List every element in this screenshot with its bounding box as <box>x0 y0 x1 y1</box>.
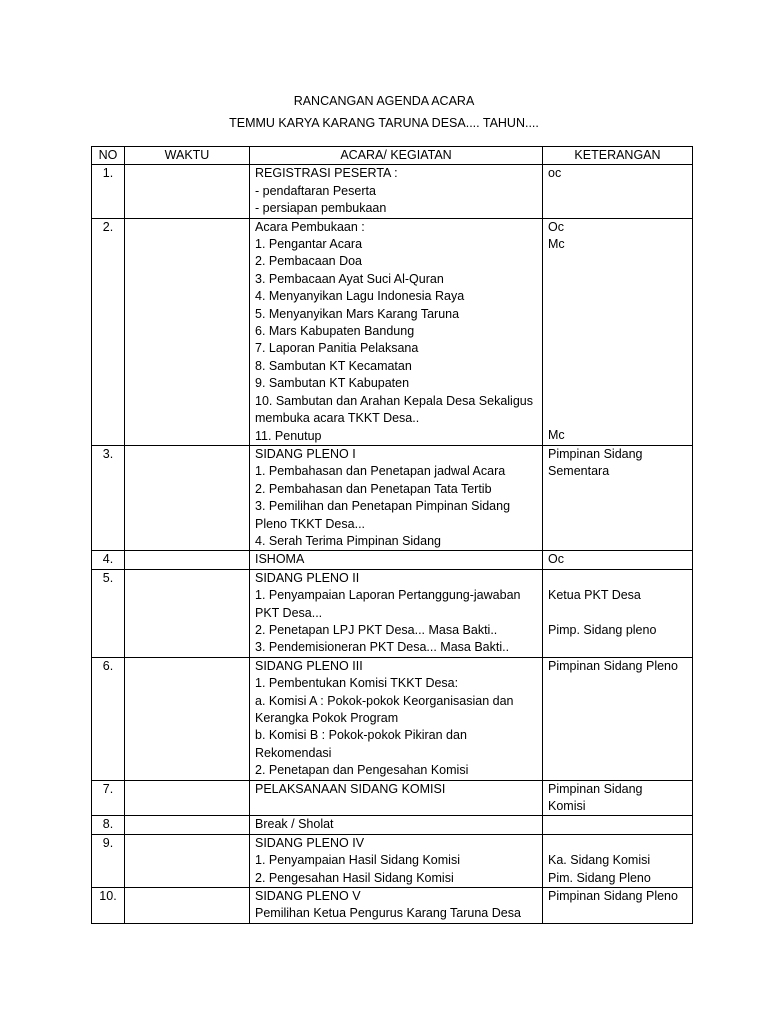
keterangan-line <box>548 835 687 852</box>
acara-line: 1. Penyampaian Hasil Sidang Komisi <box>255 853 460 868</box>
row-acara <box>250 780 543 816</box>
acara-line: 6. Mars Kabupaten Bandung <box>255 324 415 339</box>
acara-line: Break / Sholat <box>255 817 334 832</box>
acara-line: Rekomendasi <box>255 745 332 760</box>
keterangan-line <box>548 306 687 323</box>
acara-line: SIDANG PLENO IV <box>255 835 365 850</box>
keterangan-line <box>548 375 687 392</box>
row-number: 5. <box>92 569 125 657</box>
keterangan-line: Pimpinan Sidang Pleno <box>548 658 678 673</box>
row-keterangan <box>543 218 693 445</box>
acara-line: 3. Pendemisioneran PKT Desa... Masa Bakti.. <box>255 640 510 655</box>
acara-line: ISHOMA <box>255 552 305 567</box>
acara-line: PKT Desa... <box>255 605 323 620</box>
row-keterangan <box>543 165 693 218</box>
table-row <box>92 165 693 218</box>
row-number: 8. <box>92 816 125 834</box>
table-row <box>92 218 693 445</box>
acara-line: 1. Penyampaian Laporan Pertanggung-jawaban <box>255 588 521 603</box>
acara-line: 1. Pembahasan dan Penetapan jadwal Acara <box>255 464 506 479</box>
keterangan-line <box>548 253 687 270</box>
acara-line: 4. Menyanyikan Lagu Indonesia Raya <box>255 289 465 304</box>
acara-line: 7. Laporan Panitia Pelaksana <box>255 341 419 356</box>
acara-line: SIDANG PLENO I <box>255 446 356 461</box>
keterangan-line <box>548 393 687 410</box>
keterangan-line <box>548 358 687 375</box>
keterangan-line <box>548 340 687 357</box>
row-number: 2. <box>92 218 125 445</box>
acara-line: Pemilihan Ketua Pengurus Karang Taruna Desa <box>255 906 521 921</box>
keterangan-line: Pimpinan Sidang <box>548 446 643 461</box>
table-row <box>92 834 693 887</box>
row-keterangan <box>543 816 693 834</box>
acara-line: PELAKSANAAN SIDANG KOMISI <box>255 781 446 796</box>
row-number: 10. <box>92 888 125 924</box>
acara-line: 1. Pembentukan Komisi TKKT Desa: <box>255 676 459 691</box>
row-number: 6. <box>92 657 125 780</box>
keterangan-line <box>548 605 687 622</box>
row-acara <box>250 816 543 834</box>
row-waktu <box>125 551 250 569</box>
row-keterangan <box>543 445 693 550</box>
acara-line: Pleno TKKT Desa... <box>255 516 366 531</box>
row-acara <box>250 569 543 657</box>
row-acara <box>250 445 543 550</box>
acara-line: SIDANG PLENO III <box>255 658 363 673</box>
acara-line: 11. Penutup <box>255 428 322 443</box>
row-keterangan <box>543 834 693 887</box>
row-waktu <box>125 165 250 218</box>
keterangan-line: Komisi <box>548 799 586 814</box>
acara-line: 2. Penetapan dan Pengesahan Komisi <box>255 763 469 778</box>
row-waktu <box>125 657 250 780</box>
keterangan-line: oc <box>548 166 562 181</box>
keterangan-line <box>548 570 687 587</box>
acara-line: membuka acara TKKT Desa.. <box>255 411 420 426</box>
row-acara <box>250 165 543 218</box>
document-subtitle: TEMMU KARYA KARANG TARUNA DESA.... TAHUN.... <box>229 116 539 130</box>
acara-line: REGISTRASI PESERTA : <box>255 166 398 181</box>
row-keterangan <box>543 551 693 569</box>
acara-line: 10. Sambutan dan Arahan Kepala Desa Sekaligus <box>255 393 533 408</box>
row-number: 3. <box>92 445 125 550</box>
acara-line: 2. Pengesahan Hasil Sidang Komisi <box>255 870 454 885</box>
row-waktu <box>125 780 250 816</box>
row-waktu <box>125 816 250 834</box>
row-keterangan <box>543 888 693 924</box>
agenda-body <box>92 165 693 923</box>
keterangan-line: Pim. Sidang Pleno <box>548 870 651 885</box>
table-row <box>92 445 693 550</box>
header-acara: ACARA/ KEGIATAN <box>250 147 543 165</box>
table-header-row <box>92 147 693 165</box>
row-number: 7. <box>92 780 125 816</box>
acara-line: 8. Sambutan KT Kecamatan <box>255 358 412 373</box>
acara-line: - persiapan pembukaan <box>255 201 387 216</box>
table-row <box>92 780 693 816</box>
row-acara <box>250 834 543 887</box>
row-keterangan <box>543 780 693 816</box>
table-row <box>92 551 693 569</box>
header-keterangan: KETERANGAN <box>543 147 693 165</box>
acara-line: 5. Menyanyikan Mars Karang Taruna <box>255 306 460 321</box>
header-waktu: WAKTU <box>125 147 250 165</box>
acara-line: Acara Pembukaan : <box>255 219 365 234</box>
keterangan-line: Mc <box>548 428 565 443</box>
row-acara <box>250 218 543 445</box>
row-waktu <box>125 888 250 924</box>
table-row <box>92 888 693 924</box>
table-row <box>92 569 693 657</box>
row-number: 1. <box>92 165 125 218</box>
keterangan-line: Pimp. Sidang pleno <box>548 622 657 637</box>
row-waktu <box>125 834 250 887</box>
row-acara <box>250 657 543 780</box>
keterangan-line <box>548 410 687 427</box>
acara-line: 3. Pembacaan Ayat Suci Al-Quran <box>255 271 444 286</box>
acara-line: SIDANG PLENO V <box>255 889 361 904</box>
keterangan-line <box>548 271 687 288</box>
header-no: NO <box>92 147 125 165</box>
keterangan-line <box>548 288 687 305</box>
acara-line: 2. Penetapan LPJ PKT Desa... Masa Bakti.. <box>255 622 498 637</box>
row-waktu <box>125 445 250 550</box>
acara-line: b. Komisi B : Pokok-pokok Pikiran dan <box>255 728 467 743</box>
acara-line: 4. Serah Terima Pimpinan Sidang <box>255 533 441 548</box>
keterangan-line <box>548 323 687 340</box>
row-acara <box>250 888 543 924</box>
keterangan-line: Oc <box>548 219 564 234</box>
keterangan-line: Ketua PKT Desa <box>548 588 641 603</box>
acara-line: 2. Pembahasan dan Penetapan Tata Tertib <box>255 481 492 496</box>
keterangan-line: Pimpinan Sidang <box>548 781 643 796</box>
acara-line: a. Komisi A : Pokok-pokok Keorganisasian dan <box>255 693 514 708</box>
keterangan-line: Sementara <box>548 464 610 479</box>
row-acara <box>250 551 543 569</box>
table-row <box>92 816 693 834</box>
keterangan-line: Mc <box>548 237 565 252</box>
acara-line: Kerangka Pokok Program <box>255 711 399 725</box>
acara-line: - pendaftaran Peserta <box>255 183 376 198</box>
row-number: 4. <box>92 551 125 569</box>
acara-line: SIDANG PLENO II <box>255 570 360 585</box>
row-keterangan <box>543 657 693 780</box>
agenda-table <box>91 146 693 924</box>
row-number: 9. <box>92 834 125 887</box>
table-row <box>92 657 693 780</box>
row-waktu <box>125 218 250 445</box>
keterangan-line: Pimpinan Sidang Pleno <box>548 889 678 904</box>
keterangan-line: Oc <box>548 552 564 567</box>
acara-line: 9. Sambutan KT Kabupaten <box>255 376 410 391</box>
keterangan-line: Ka. Sidang Komisi <box>548 853 651 868</box>
row-keterangan <box>543 569 693 657</box>
acara-line: 2. Pembacaan Doa <box>255 254 363 269</box>
document-title: RANCANGAN AGENDA ACARA <box>293 94 475 108</box>
acara-line: 1. Pengantar Acara <box>255 237 363 252</box>
acara-line: 3. Pemilihan dan Penetapan Pimpinan Sidang <box>255 499 511 514</box>
row-waktu <box>125 569 250 657</box>
